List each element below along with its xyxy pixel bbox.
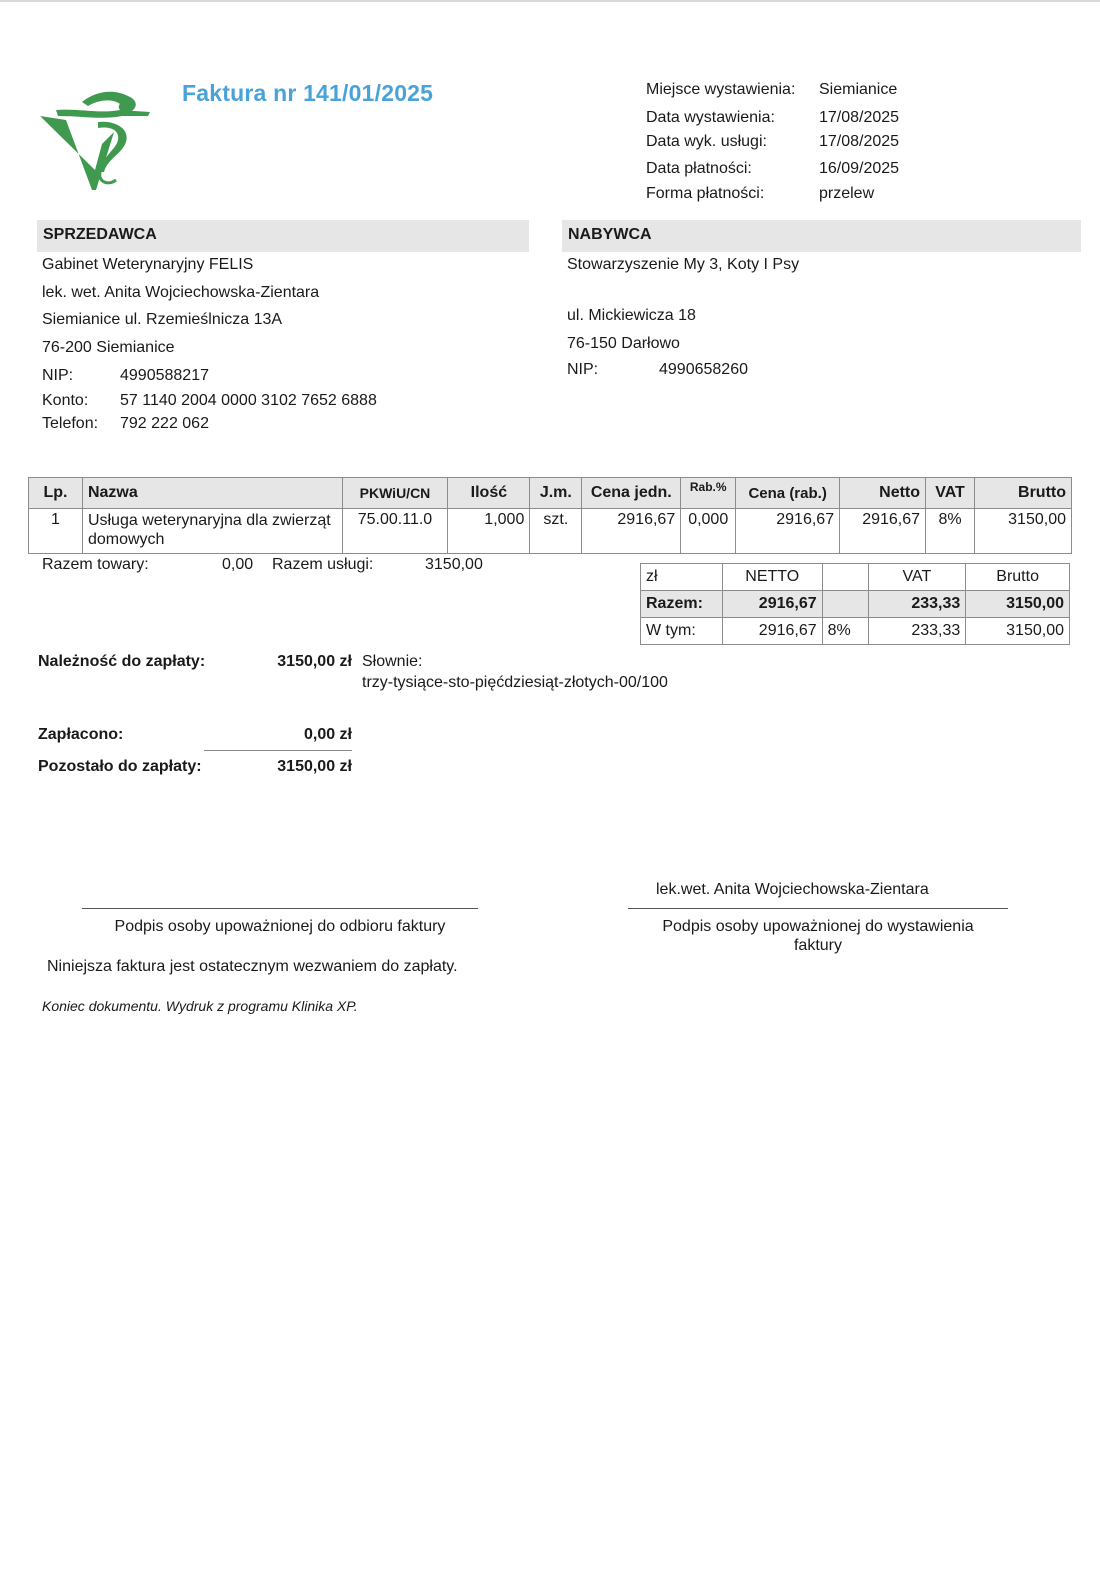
goods-total-label: Razem towary: xyxy=(42,556,149,573)
clinic-logo-graphic xyxy=(38,86,156,194)
col-gross: Brutto xyxy=(975,478,1072,509)
clinic-logo xyxy=(38,86,156,194)
summary-total-label: Razem: xyxy=(641,591,723,618)
summary-of-which-row xyxy=(641,618,1070,645)
summary-gross-header: Brutto xyxy=(966,564,1070,591)
vat-summary-table xyxy=(640,563,1070,645)
summary-total-vat: 233,33 xyxy=(868,591,966,618)
summary-of-which-gross: 3150,00 xyxy=(966,618,1070,645)
col-pkwiu: PKWiU/CN xyxy=(342,478,448,509)
meta-label: Miejsce wystawienia: xyxy=(646,81,796,98)
buyer-nip-label: NIP: xyxy=(567,361,599,378)
paid-label: Zapłacono: xyxy=(38,726,124,743)
meta-label: Data płatności: xyxy=(646,160,752,177)
meta-value: 17/08/2025 xyxy=(819,133,900,150)
seller-phone-label: Telefon: xyxy=(42,415,99,432)
col-discount: Rab.% xyxy=(681,478,736,509)
goods-total: 0,00 xyxy=(222,556,254,573)
issuer-signature-line xyxy=(628,908,1008,909)
col-net: Netto xyxy=(840,478,926,509)
seller-street: Siemianice ul. Rzemieślnicza 13A xyxy=(42,311,283,328)
cell-unit: szt. xyxy=(530,509,582,554)
services-total-label: Razem usługi: xyxy=(272,556,374,573)
cell-vat: 8% xyxy=(926,509,975,554)
top-border xyxy=(0,0,1100,2)
summary-total-row xyxy=(641,591,1070,618)
amount-words: trzy-tysiące-sto-pięćdziesiąt-złotych-00/100 xyxy=(362,674,668,691)
receiver-signature-caption: Podpis osoby upoważnionej do odbioru faktury xyxy=(114,918,446,935)
summary-of-which-vat: 233,33 xyxy=(868,618,966,645)
cell-gross: 3150,00 xyxy=(975,509,1072,554)
issuer-signature-caption: Podpis osoby upoważnionej do wystawienia xyxy=(662,918,974,935)
buyer-city: 76-150 Darłowo xyxy=(567,335,680,352)
meta-label: Data wystawienia: xyxy=(646,109,775,126)
meta-value: 16/09/2025 xyxy=(819,160,900,177)
col-price-discounted: Cena (rab.) xyxy=(736,478,840,509)
seller-person: lek. wet. Anita Wojciechowska-Zientara xyxy=(42,284,320,301)
cell-name: Usługa weterynaryjna dla zwierząt domowych xyxy=(82,509,342,554)
paid-amount: 0,00 zł xyxy=(303,726,352,743)
col-price: Cena jedn. xyxy=(582,478,681,509)
buyer-heading: NABYWCA xyxy=(568,226,652,243)
issuer-signature-caption-2: faktury xyxy=(793,937,842,954)
meta-value: 17/08/2025 xyxy=(819,109,900,126)
summary-of-which-net: 2916,67 xyxy=(722,618,822,645)
services-total: 3150,00 xyxy=(425,556,483,573)
seller-phone: 792 222 062 xyxy=(120,415,209,432)
buyer-street: ul. Mickiewicza 18 xyxy=(567,307,696,324)
col-name: Nazwa xyxy=(82,478,342,509)
items-header-row xyxy=(29,478,1072,509)
meta-label: Forma płatności: xyxy=(646,185,765,202)
seller-nip: 4990588217 xyxy=(120,367,209,384)
seller-city: 76-200 Siemianice xyxy=(42,339,175,356)
summary-net-header: NETTO xyxy=(722,564,822,591)
amount-words-label: Słownie: xyxy=(362,653,423,670)
cell-price-discounted: 2916,67 xyxy=(736,509,840,554)
buyer-nip: 4990658260 xyxy=(659,361,748,378)
cell-discount: 0,000 xyxy=(681,509,736,554)
summary-empty-cell xyxy=(822,591,868,618)
buyer-heading-band xyxy=(562,220,1081,252)
remaining-amount: 3150,00 zł xyxy=(277,758,352,775)
seller-nip-label: NIP: xyxy=(42,367,74,384)
document-end: Koniec dokumentu. Wydruk z programu Klinika XP. xyxy=(42,998,358,1014)
summary-of-which-rate: 8% xyxy=(822,618,868,645)
summary-vat-header: VAT xyxy=(868,564,966,591)
meta-value: przelew xyxy=(819,185,875,202)
cell-net: 2916,67 xyxy=(840,509,926,554)
amount-due: 3150,00 zł xyxy=(277,653,352,670)
items-table xyxy=(28,477,1072,554)
summary-of-which-label: W tym: xyxy=(641,618,723,645)
meta-value: Siemianice xyxy=(819,81,898,98)
summary-currency: zł xyxy=(641,564,723,591)
col-unit: J.m. xyxy=(530,478,582,509)
paid-underline xyxy=(204,750,352,751)
cell-lp: 1 xyxy=(29,509,83,554)
meta-label: Data wyk. usługi: xyxy=(646,133,767,150)
invoice-title: Faktura nr 141/01/2025 xyxy=(182,80,434,106)
summary-header-row xyxy=(641,564,1070,591)
receiver-signature-line xyxy=(82,908,478,909)
col-vat: VAT xyxy=(926,478,975,509)
issuer-name: lek.wet. Anita Wojciechowska-Zientara xyxy=(656,881,929,898)
buyer-name: Stowarzyszenie My 3, Koty I Psy xyxy=(567,256,800,273)
remaining-label: Pozostało do zapłaty: xyxy=(38,758,202,775)
seller-heading: SPRZEDAWCA xyxy=(43,226,157,243)
cell-qty: 1,000 xyxy=(448,509,530,554)
seller-account: 57 1140 2004 0000 3102 7652 6888 xyxy=(120,392,377,409)
seller-heading-band xyxy=(37,220,529,252)
cell-pkwiu: 75.00.11.0 xyxy=(342,509,448,554)
table-row xyxy=(29,509,1072,554)
col-lp: Lp. xyxy=(29,478,83,509)
summary-total-net: 2916,67 xyxy=(722,591,822,618)
col-qty: Ilość xyxy=(448,478,530,509)
final-notice: Niniejsza faktura jest ostatecznym wezwaniem do zapłaty. xyxy=(47,958,458,975)
seller-account-label: Konto: xyxy=(42,392,89,409)
cell-price: 2916,67 xyxy=(582,509,681,554)
summary-empty-cell xyxy=(822,564,868,591)
summary-total-gross: 3150,00 xyxy=(966,591,1070,618)
seller-name: Gabinet Weterynaryjny FELIS xyxy=(42,256,254,273)
amount-due-label: Należność do zapłaty: xyxy=(38,653,206,670)
